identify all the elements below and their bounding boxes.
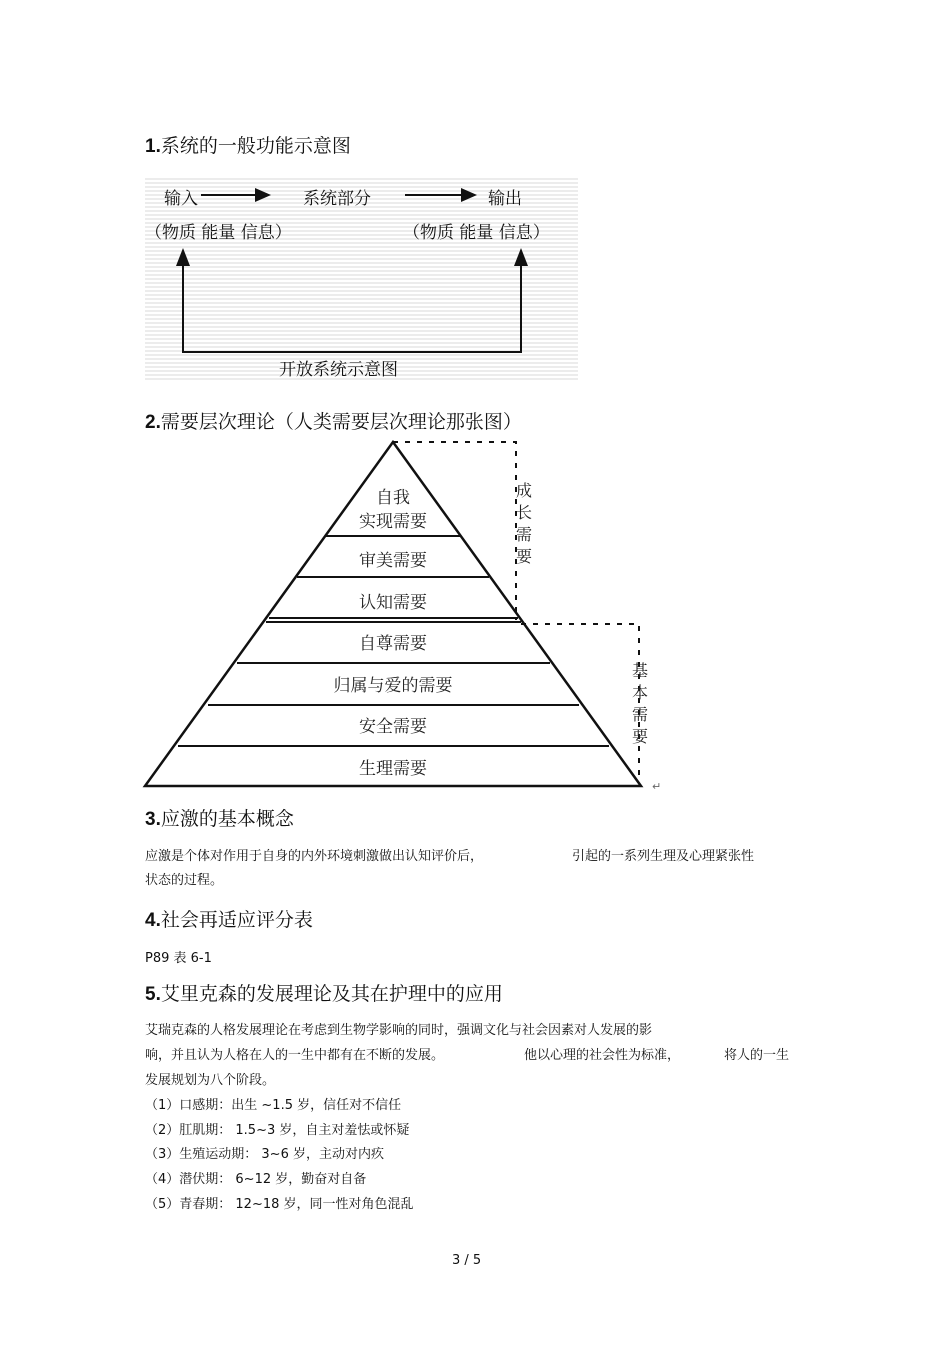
growth-label-1: 成 xyxy=(515,481,533,500)
basic-label-2: 本 xyxy=(631,683,649,702)
section2-heading xyxy=(145,407,522,434)
diagram-caption: 开放系统示意图 xyxy=(279,360,398,380)
section5-para-line3: 发展规划为八个阶段。 xyxy=(145,1073,276,1088)
section5-title: 艾里克森的发展理论及其在护理中的应用 xyxy=(160,983,503,1005)
growth-label-2: 长 xyxy=(515,503,533,522)
level-aesthetic: 审美需要 xyxy=(359,551,427,571)
level-belonging: 归属与爱的需要 xyxy=(333,676,453,696)
output-label: 输出 xyxy=(488,189,522,209)
basic-label-4: 要 xyxy=(631,727,649,746)
section5-para-line2a: 响，并且认为人格在人的一生中都有在不断的发展。 xyxy=(145,1048,445,1063)
right-sub-label: （物质 能量 信息） xyxy=(403,223,550,243)
level-cognitive: 认知需要 xyxy=(359,593,427,613)
diagram1-arrows xyxy=(145,176,578,381)
feedback-arrow-left xyxy=(176,248,190,266)
section1-heading xyxy=(145,131,351,158)
section4-title: 社会再适应评分表 xyxy=(160,909,313,931)
input-label: 输入 xyxy=(164,189,198,209)
growth-label-4: 要 xyxy=(515,547,533,566)
level-self-actualization-2: 实现需要 xyxy=(359,512,427,532)
section4-number: 4. xyxy=(145,910,161,931)
section2-number: 2. xyxy=(145,412,161,433)
section3-para-line1a: 应激是个体对作用于自身的内外环境刺激做出认知评价后， xyxy=(145,849,484,864)
section5-number: 5. xyxy=(145,984,161,1005)
left-sub-label: （物质 能量 信息） xyxy=(145,223,292,243)
section5-heading xyxy=(145,979,503,1006)
section5-para-line2b: 他以心理的社会性为标准， xyxy=(524,1048,681,1063)
system-function-diagram xyxy=(145,176,578,381)
feedback-loop xyxy=(183,262,521,352)
section3-para-line2: 状态的过程。 xyxy=(145,873,224,888)
arrow-head-output xyxy=(461,188,477,202)
page-number: 3 / 5 xyxy=(452,1253,482,1268)
basic-label-1: 基 xyxy=(631,661,649,680)
section1-number: 1. xyxy=(145,136,161,157)
stage-item: （4）潜伏期： 6~12 岁，勤奋对自备 xyxy=(145,1172,367,1187)
section5-para-line2c: 将人的一生 xyxy=(724,1048,790,1063)
return-mark: ↵ xyxy=(652,780,662,792)
feedback-arrow-right xyxy=(514,248,528,266)
level-esteem: 自尊需要 xyxy=(359,634,427,654)
level-safety: 安全需要 xyxy=(359,717,427,737)
maslow-pyramid xyxy=(140,438,665,792)
section1-title: 系统的一般功能示意图 xyxy=(160,135,351,157)
level-physiological: 生理需要 xyxy=(359,759,427,779)
stage-item: （5）青春期： 12~18 岁，同一性对角色混乱 xyxy=(145,1197,414,1212)
section3-title: 应激的基本概念 xyxy=(160,808,294,830)
stage-item: （1）口感期：出生 ~1.5 岁，信任对不信任 xyxy=(145,1098,402,1113)
stage-item: （3）生殖运动期： 3~6 岁，主动对内疚 xyxy=(145,1147,384,1162)
section3-heading xyxy=(145,804,294,831)
section4-heading xyxy=(145,905,313,932)
basic-label-3: 需 xyxy=(631,705,649,724)
arrow-head-input xyxy=(255,188,271,202)
section2-title: 需要层次理论（人类需要层次理论那张图） xyxy=(160,411,522,433)
section5-para-line1: 艾瑞克森的人格发展理论在考虑到生物学影响的同时，强调文化与社会因素对人发展的影 xyxy=(145,1023,653,1038)
level-self-actualization-1: 自我 xyxy=(376,488,410,508)
section4-ref: P89 表 6-1 xyxy=(145,951,212,966)
stage-item: （2）肛肌期： 1.5~3 岁，自主对羞怯或怀疑 xyxy=(145,1123,410,1138)
section3-para-line1b: 引起的一系列生理及心理紧张性 xyxy=(572,849,755,864)
system-label: 系统部分 xyxy=(303,189,371,209)
growth-label-3: 需 xyxy=(515,525,533,544)
section3-number: 3. xyxy=(145,809,161,830)
